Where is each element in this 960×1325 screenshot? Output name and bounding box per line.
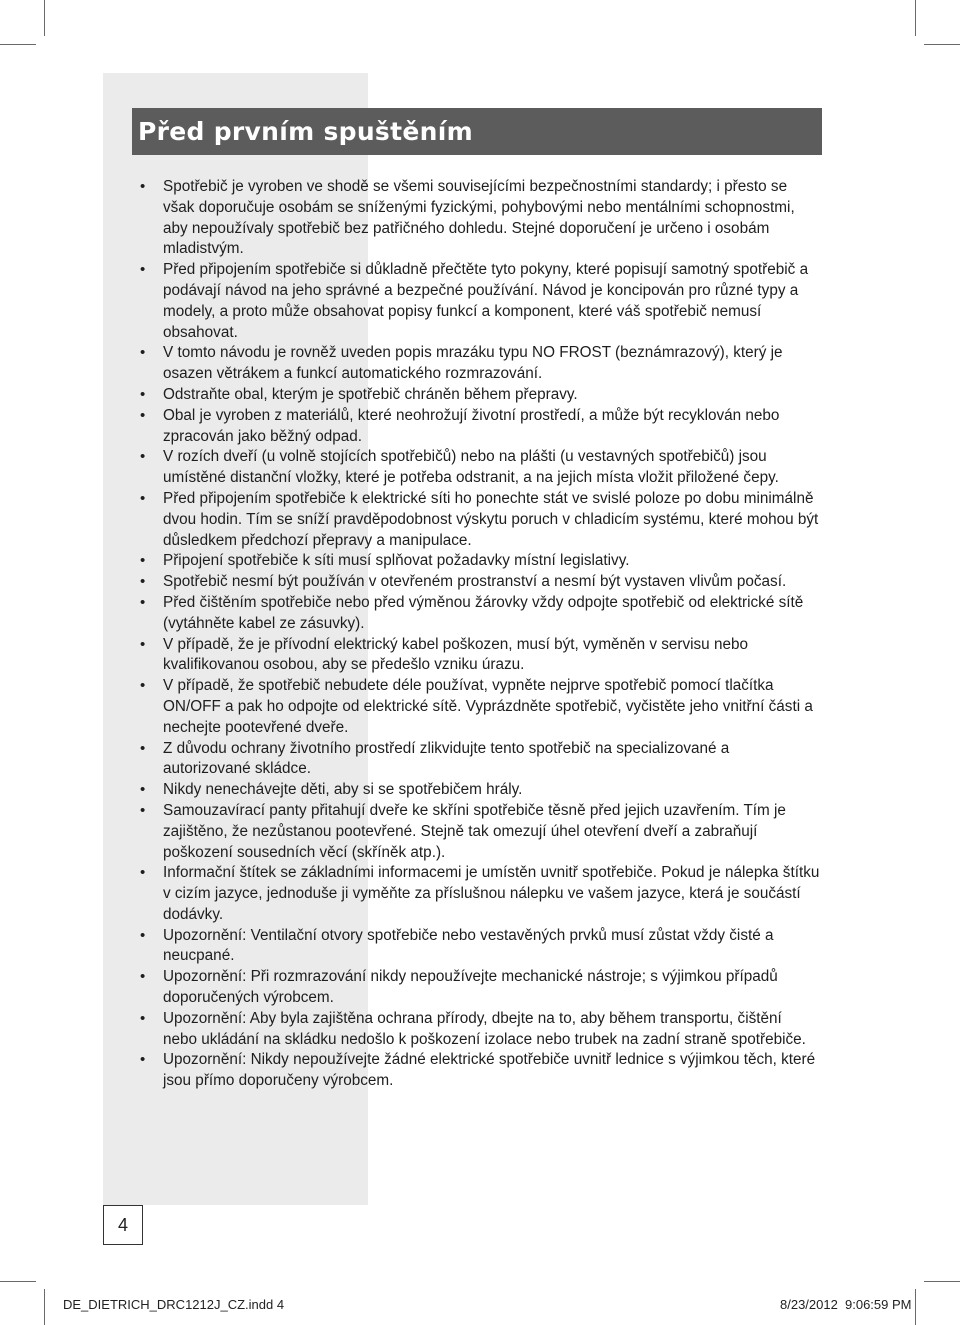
crop-mark-top-right-v [915,0,916,36]
crop-mark-bottom-right-v [915,1289,916,1325]
bullet-list [138,177,820,1092]
list-item [138,447,820,489]
crop-mark-bottom-left-v [44,1289,45,1325]
list-item [138,593,820,635]
list-item-text: V rozích dveří (u volně stojících spotřebičů) nebo na plášti (u vestavných spotřebičů) jsou umístěné distanční vložky, které je potřeba odstranit, a na jejich místa vložit přiložené čepy. [163,448,779,487]
bullet-dot-icon: • [140,489,146,507]
list-item [138,801,820,863]
bullet-dot-icon: • [140,261,146,279]
list-item-text: Z důvodu ochrany životního prostředí zlikvidujte tento spotřebič na specializované a autorizované skládce. [163,739,730,778]
list-item [138,551,820,572]
list-item-text: Odstraňte obal, kterým je spotřebič chráněn během přepravy. [163,385,578,403]
bullet-dot-icon: • [140,344,146,362]
bullet-dot-icon: • [140,448,146,466]
list-item-text: Před čištěním spotřebiče nebo před výměnou žárovky vždy odpojte spotřebič od elektrické sítě (vytáhněte kabel ze zásuvky). [163,593,804,632]
bullet-dot-icon: • [140,593,146,611]
bullet-dot-icon: • [140,1051,146,1069]
list-item [138,676,820,738]
bullet-dot-icon: • [140,385,146,403]
page-title: Před prvním spuštěním [138,117,473,146]
bullet-dot-icon: • [140,178,146,195]
crop-mark-top-right-h [924,44,960,45]
bullet-dot-icon: • [140,573,146,591]
bullet-dot-icon: • [140,677,146,695]
bullet-dot-icon: • [140,739,146,757]
list-item-text: Samouzavírací panty přitahují dveře ke skříni spotřebiče těsně před jejich uzavřením. Tím je zajištěno, že nezůstanou pootevřené. Stejně tak omezují úhel otevření dveří a zabraňují poškození sousedních věcí (skříněk atp.). [163,801,786,861]
bullet-dot-icon: • [140,552,146,570]
bullet-dot-icon: • [140,968,146,986]
list-item [138,1009,820,1051]
bullet-dot-icon: • [140,781,146,799]
crop-mark-bottom-right-h [924,1281,960,1282]
list-item-text: Upozornění: Při rozmrazování nikdy nepoužívejte mechanické nástroje; s výjimkou případů doporučených výrobcem. [163,968,778,1007]
footer-date: 8/23/2012 [780,1297,838,1312]
list-item-text: V případě, že spotřebič nebudete déle používat, vypněte nejprve spotřebič pomocí tlačítka ON/OFF a pak ho odpojte od elektrické sítě. Vyprázdněte spotřebič, vyčistěte jeho vnitřní části a nechejte pootevřené dveře. [163,677,813,736]
list-item [138,385,820,406]
list-item [138,635,820,677]
bullet-dot-icon: • [140,406,146,424]
list-item [138,343,820,385]
list-item [138,1050,820,1092]
list-item-text: Upozornění: Nikdy nepoužívejte žádné elektrické spotřebiče uvnitř lednice s výjimkou těch, které jsou přímo doporučeny výrobcem. [163,1051,816,1090]
list-item-text: Upozornění: Ventilační otvory spotřebiče nebo vestavěných prvků musí zůstat vždy čisté a neucpané. [163,926,774,965]
list-item-text: Připojení spotřebiče k síti musí splňovat požadavky místní legislativy. [163,552,630,570]
list-item-text: Před připojením spotřebiče si důkladně přečtěte tyto pokyny, které popisují samotný spotřebič a podávají návod na jeho správné a bezpečné používání. Návod je koncipován pro různé typy a modely, a proto může obsahovat popisy funkcí a komponent, které váš spotřebič nemusí obsahovat. [163,261,809,341]
list-item-text: Spotřebič je vyroben ve shodě se všemi souvisejícími bezpečnostními standardy; i přesto se však doporučuje osobám se sníženými fyzickými, pohybovými nebo mentálními schopnostmi, aby nepoužívaly spotřebič bez patřičného dohledu. Stejné doporučení je určeno i osobám mladistvým. [163,178,795,258]
list-item-text: V tomto návodu je rovněž uveden popis mrazáku typu NO FROST (beznámrazový), který je osazen větrákem a funkcí automatického rozmrazování. [163,344,783,383]
list-item [138,739,820,781]
footer-time: 9:06:59 PM [845,1297,912,1312]
crop-mark-top-left-h [0,44,36,45]
list-item [138,572,820,593]
bullet-dot-icon: • [140,926,146,944]
bullet-dot-icon: • [140,1009,146,1027]
list-item-text: Nikdy nenechávejte děti, aby si se spotřebičem hrály. [163,781,523,799]
page-number: 4 [103,1205,143,1245]
list-item [138,967,820,1009]
bullet-dot-icon: • [140,864,146,882]
list-item [138,489,820,551]
title-bar [132,108,822,155]
list-item-text: Obal je vyroben z materiálů, které neohrožují životní prostředí, a může být recyklován nebo zpracován jako běžný odpad. [163,406,780,445]
list-item-text: V případě, že je přívodní elektrický kabel poškozen, musí být, vyměněn v servisu nebo kvalifikovanou osobou, aby se předešlo vzniku úrazu. [163,635,748,674]
list-item [138,406,820,448]
list-item-text: Upozornění: Aby byla zajištěna ochrana přírody, dbejte na to, aby během transportu, čištění nebo ukládání na skládku nedošlo k poškození izolace nebo trubek na zadní straně spotřebiče. [163,1009,806,1048]
list-item-text: Informační štítek se základními informacemi je umístěn uvnitř spotřebiče. Pokud je nálepka štítku v cizím jazyce, jednoduše ji vyměňte za příslušnou nálepku ve vašem jazyce, která je součástí dodávky. [163,864,820,923]
list-item-text: Před připojením spotřebiče k elektrické síti ho ponechte stát ve svislé poloze po dobu minimálně dvou hodin. Tím se sníží pravděpodobnost výskytu poruch v chladicím systému, které mohou být důsledkem předchozí přepravy a manipulace. [163,489,819,549]
list-item [138,863,820,925]
crop-mark-top-left-v [44,0,45,36]
list-item [138,926,820,968]
footer-file: DE_DIETRICH_DRC1212J_CZ.indd 4 [63,1297,285,1312]
bullet-dot-icon: • [140,635,146,653]
list-item [138,260,820,343]
list-item [138,780,820,801]
crop-mark-bottom-left-h [0,1281,36,1282]
list-item [138,177,820,260]
list-item-text: Spotřebič nesmí být používán v otevřeném prostranství a nesmí být vystaven vlivům počasí. [163,573,787,591]
bullet-dot-icon: • [140,801,146,819]
